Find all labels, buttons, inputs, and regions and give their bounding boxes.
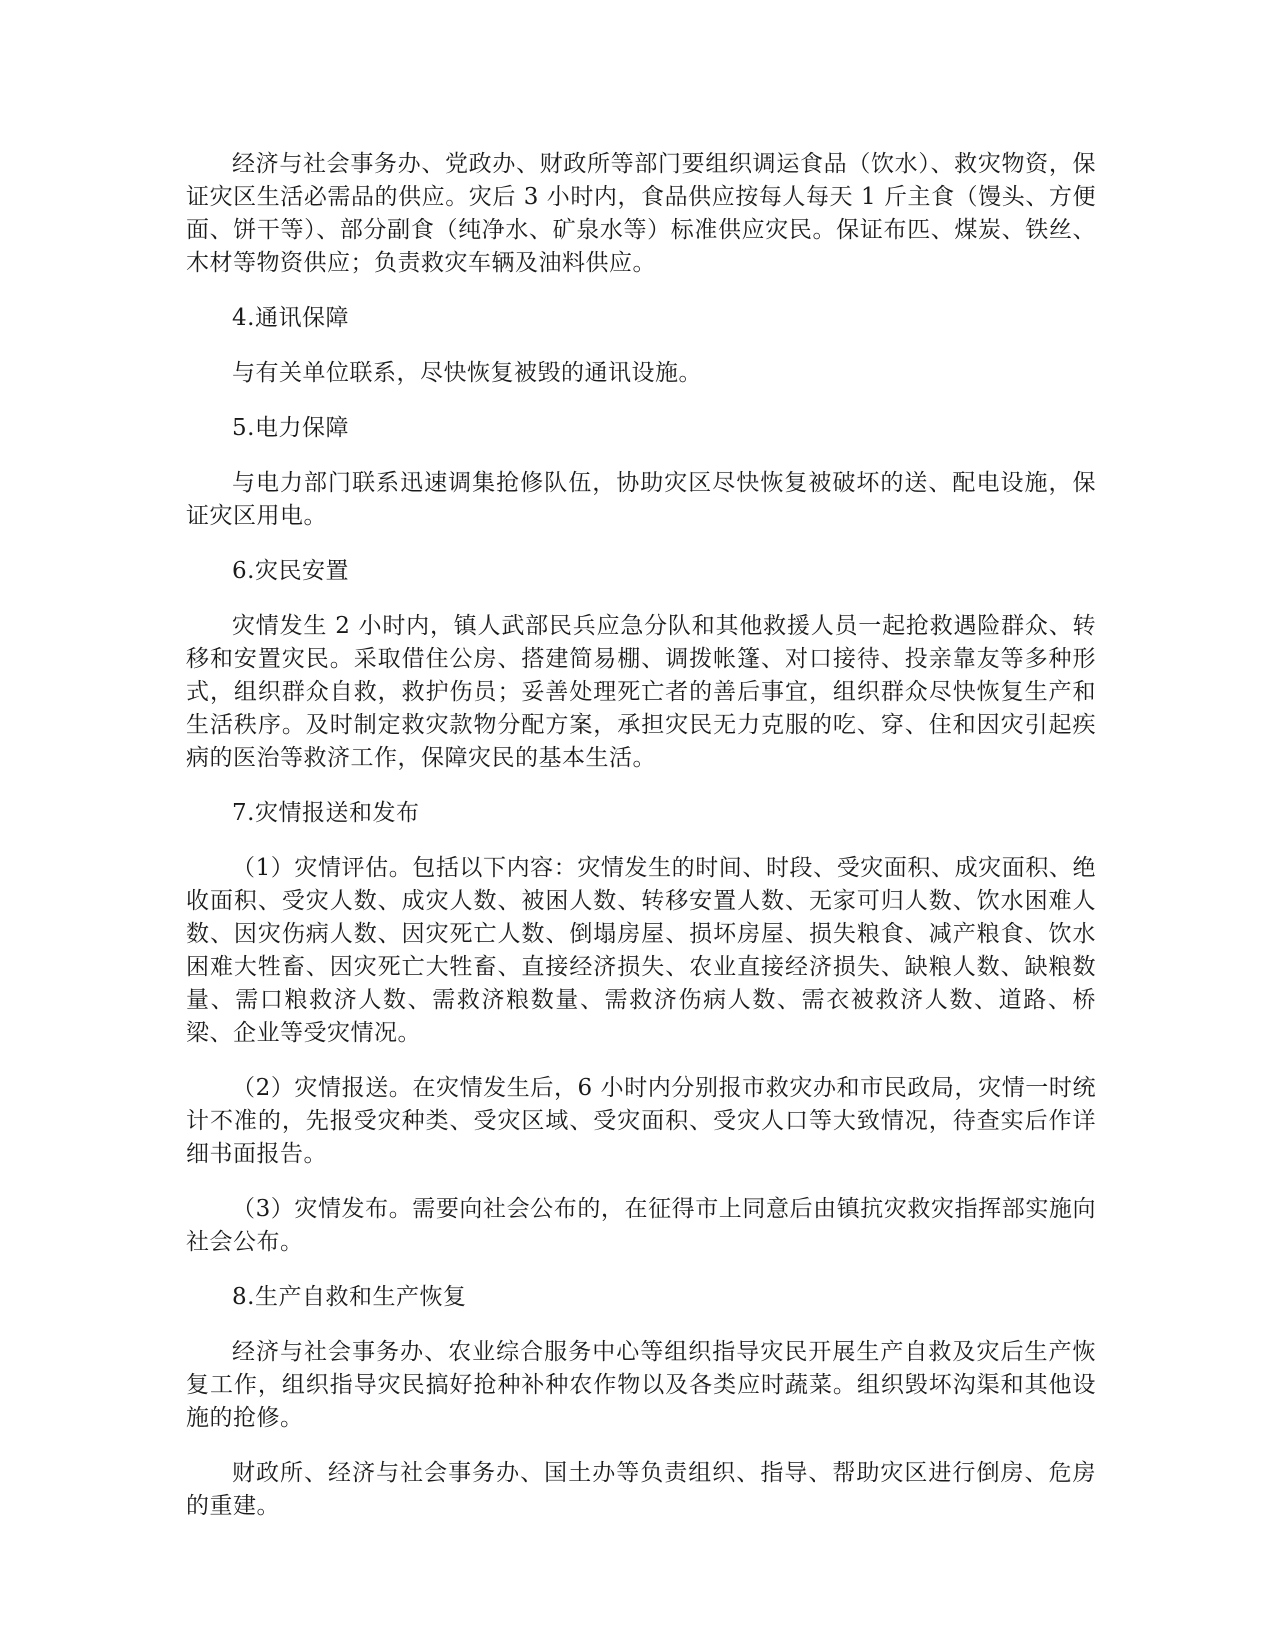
section-heading-production-recovery: 8.生产自救和生产恢复 — [232, 1284, 467, 1310]
section-heading-communication: 4.通讯保障 — [232, 305, 349, 331]
paragraph-housing-rebuild: 财政所、经济与社会事务办、国土办等负责组织、指导、帮助灾区进行倒房、危房的重建。 — [186, 1460, 1096, 1519]
section-heading-power: 5.电力保障 — [232, 415, 349, 441]
paragraph-disaster-assessment: （1）灾情评估。包括以下内容：灾情发生的时间、时段、受灾面积、成灾面积、绝收面积、受灾人数、成灾人数、被困人数、转移安置人数、无家可归人数、饮水困难人数、因灾伤病人数、因灾死亡人数、倒塌房屋、损坏房屋、损失粮食、减产粮食、饮水困难大牲畜、因灾死亡大牲畜、直接经济损失、农业直接经济损失、缺粮人数、缺粮数量、需口粮救济人数、需救济粮数量、需救济伤病人数、需衣被救济人数、道路、桥梁、企业等受灾情况。 — [186, 855, 1096, 1046]
document-body — [186, 148, 1096, 1545]
paragraph-communication: 与有关单位联系，尽快恢复被毁的通讯设施。 — [232, 360, 702, 386]
section-heading-resettlement: 6.灾民安置 — [232, 558, 349, 584]
section-heading-disaster-report: 7.灾情报送和发布 — [232, 800, 420, 826]
paragraph-disaster-reporting: （2）灾情报送。在灾情发生后，6 小时内分别报市救灾办和市民政局，灾情一时统计不准的，先报受灾种类、受灾区域、受灾面积、受灾人口等大致情况，待查实后作详细书面报告。 — [186, 1075, 1096, 1167]
paragraph-resettlement: 灾情发生 2 小时内，镇人武部民兵应急分队和其他救援人员一起抢救遇险群众、转移和安置灾民。采取借住公房、搭建简易棚、调拨帐篷、对口接待、投亲靠友等多种形式，组织群众自救，救护伤员；妥善处理死亡者的善后事宜，组织群众尽快恢复生产和生活秩序。及时制定救灾款物分配方案，承担灾民无力克服的吃、穿、住和因灾引起疾病的医治等救济工作，保障灾民的基本生活。 — [186, 613, 1096, 771]
paragraph-disaster-publishing: （3）灾情发布。需要向社会公布的，在征得市上同意后由镇抗灾救灾指挥部实施向社会公布。 — [186, 1196, 1096, 1255]
paragraph-power: 与电力部门联系迅速调集抢修队伍，协助灾区尽快恢复被破坏的送、配电设施，保证灾区用电。 — [186, 470, 1096, 529]
paragraph-production-recovery: 经济与社会事务办、农业综合服务中心等组织指导灾民开展生产自救及灾后生产恢复工作，组织指导灾民搞好抢种补种农作物以及各类应时蔬菜。组织毁坏沟渠和其他设施的抢修。 — [186, 1339, 1096, 1431]
paragraph-food-supply: 经济与社会事务办、党政办、财政所等部门要组织调运食品（饮水）、救灾物资，保证灾区生活必需品的供应。灾后 3 小时内，食品供应按每人每天 1 斤主食（馒头、方便面、饼干等）、部分副食（纯净水、矿泉水等）标准供应灾民。保证布匹、煤炭、铁丝、木材等物资供应；负责救灾车辆及油料供应。 — [186, 151, 1096, 276]
